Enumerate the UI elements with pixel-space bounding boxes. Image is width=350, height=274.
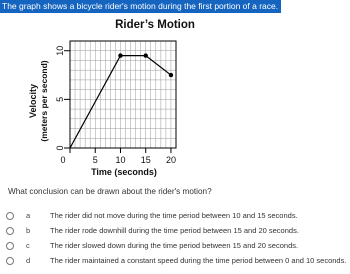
option-a-radio[interactable] — [6, 212, 14, 220]
option-a-text[interactable]: The rider did not move during the time period between 10 and 15 seconds. — [50, 211, 298, 220]
answer-options — [0, 209, 350, 269]
y-axis-label-line1: Velocity — [28, 83, 38, 119]
chart-grid — [70, 41, 176, 148]
y-tick-label: 5 — [55, 96, 65, 102]
y-axis-label-line2: (meters per second) — [39, 60, 49, 142]
data-point — [169, 73, 173, 77]
option-d-radio[interactable] — [6, 257, 14, 265]
chart-series — [70, 53, 173, 148]
x-tick-label: 10 — [115, 155, 126, 165]
question-banner: The graph shows a bicycle rider's motion during the first portion of a race. — [0, 0, 281, 13]
option-c-text[interactable]: The rider slowed down during the time period between 15 and 20 seconds. — [50, 241, 299, 250]
x-tick-label: 0 — [60, 155, 66, 165]
option-b[interactable] — [0, 224, 350, 239]
plot-border — [70, 41, 176, 148]
option-b-radio[interactable] — [6, 227, 14, 235]
y-axis-label — [28, 60, 49, 141]
data-point — [118, 53, 122, 57]
option-a-letter: a — [26, 211, 31, 220]
option-b-text[interactable]: The rider rode downhill during the time period between 15 and 20 seconds. — [50, 226, 299, 235]
velocity-time-chart — [0, 14, 350, 184]
option-a[interactable] — [0, 209, 350, 224]
option-c[interactable] — [0, 239, 350, 254]
y-tick-label: 0 — [55, 145, 65, 151]
x-axis-label: Time (seconds) — [91, 167, 157, 177]
option-d-text[interactable]: The rider maintained a constant speed during the time period between 0 and 10 seconds. — [50, 256, 347, 265]
x-tick-label: 15 — [140, 155, 151, 165]
data-point — [144, 53, 148, 57]
y-tick-label: 10 — [55, 45, 65, 56]
x-tick-label: 5 — [92, 155, 98, 165]
option-b-letter: b — [26, 226, 31, 235]
option-c-letter: c — [26, 241, 30, 250]
chart-title: Rider’s Motion — [115, 19, 195, 31]
option-d[interactable] — [0, 254, 350, 269]
option-c-radio[interactable] — [6, 242, 14, 250]
question-text: What conclusion can be drawn about the rider's motion? — [8, 187, 212, 196]
option-d-letter: d — [26, 256, 31, 265]
chart-axes — [70, 41, 176, 148]
x-tick-label: 20 — [165, 155, 176, 165]
